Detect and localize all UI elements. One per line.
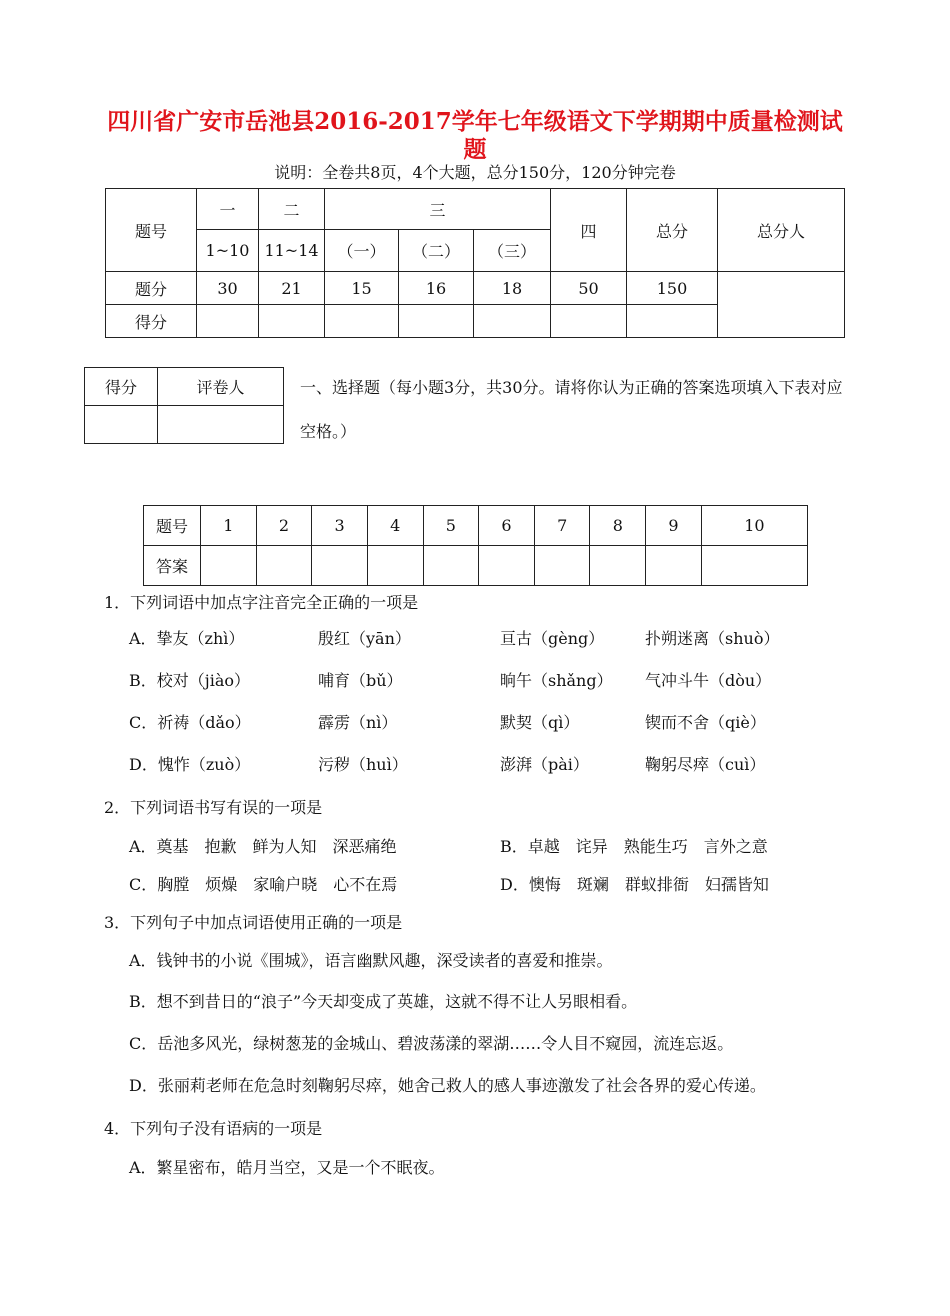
- answer-num: 9: [646, 506, 702, 546]
- grader-score-label: 得分: [85, 368, 158, 406]
- answer-num: 2: [256, 506, 312, 546]
- got-label: 得分: [106, 305, 197, 338]
- sub-cell: （二）: [399, 230, 474, 272]
- answer-blank[interactable]: [701, 546, 807, 586]
- grader-label: 评卷人: [158, 368, 284, 406]
- header-cell: 题号: [106, 189, 197, 272]
- sub-cell: 11~14: [259, 230, 325, 272]
- answer-blank[interactable]: [256, 546, 312, 586]
- scorer-blank[interactable]: [718, 272, 845, 338]
- got-cell[interactable]: [197, 305, 259, 338]
- q1-option-a4: 扑朔迷离（shuò）: [645, 629, 780, 648]
- got-cell[interactable]: [551, 305, 627, 338]
- total-cell: 总分: [627, 189, 718, 272]
- answer-label: 答案: [144, 546, 201, 586]
- q2-option-b: B．卓越 诧异 熟能生巧 言外之意: [500, 837, 768, 856]
- q1-option-d1: D．愧怍（zuò）: [129, 755, 251, 774]
- exam-instructions: 说明：全卷共8页，4个大题，总分150分，120分钟完卷: [274, 163, 676, 182]
- score-table: [105, 188, 845, 338]
- answer-num: 5: [423, 506, 479, 546]
- q1-option-b2: 哺育（bǔ）: [318, 671, 403, 690]
- q1-option-c4: 锲而不舍（qiè）: [645, 713, 766, 732]
- q1-option-b1: B．校对（jiào）: [129, 671, 251, 690]
- question-1-stem: 1．下列词语中加点字注音完全正确的一项是: [104, 593, 419, 612]
- answer-blank[interactable]: [201, 546, 257, 586]
- section-heading: 一、选择题（每小题3分，共30分。请将你认为正确的答案选项填入下表对应空格。）: [300, 378, 843, 441]
- points-cell: 50: [551, 272, 627, 305]
- page-title: 四川省广安市岳池县2016-2017学年七年级语文下学期期中质量检测试题: [107, 108, 843, 163]
- part-cell: 三: [325, 189, 551, 230]
- answer-blank[interactable]: [646, 546, 702, 586]
- points-cell: 18: [474, 272, 551, 305]
- answer-blank[interactable]: [367, 546, 423, 586]
- answer-num: 6: [479, 506, 535, 546]
- answer-blank[interactable]: [590, 546, 646, 586]
- q3-option-b: B．想不到昔日的“浪子”今天却变成了英雄，这就不得不让人另眼相看。: [129, 992, 638, 1011]
- part-cell: 一: [197, 189, 259, 230]
- q1-option-c1: C．祈祷（dǎo）: [129, 713, 251, 732]
- q1-option-b4: 气冲斗牛（dòu）: [645, 671, 772, 690]
- q1-option-a1: A．挚友（zhì）: [129, 629, 245, 648]
- answer-num: 10: [701, 506, 807, 546]
- grader-score-blank[interactable]: [85, 406, 158, 444]
- part-cell: 二: [259, 189, 325, 230]
- got-cell[interactable]: [259, 305, 325, 338]
- q1-option-d2: 污秽（huì）: [318, 755, 408, 774]
- got-cell[interactable]: [474, 305, 551, 338]
- q3-option-c: C．岳池多风光，绿树葱茏的金城山、碧波荡漾的翠湖……令人目不窥园，流连忘返。: [129, 1034, 734, 1053]
- q1-option-d3: 澎湃（pài）: [500, 755, 589, 774]
- points-cell: 16: [399, 272, 474, 305]
- got-cell[interactable]: [399, 305, 474, 338]
- answer-blank[interactable]: [423, 546, 479, 586]
- got-cell[interactable]: [325, 305, 399, 338]
- q2-option-d: D．懊悔 斑斓 群蚁排衙 妇孺皆知: [500, 875, 769, 894]
- q2-option-c: C．胸膛 烦燥 家喻户晓 心不在焉: [129, 875, 398, 894]
- points-cell: 150: [627, 272, 718, 305]
- answer-table: [143, 505, 808, 586]
- grader-table: [84, 367, 284, 444]
- q2-option-a: A．奠基 抱歉 鲜为人知 深恶痛绝: [129, 837, 397, 856]
- q3-option-a: A．钱钟书的小说《围城》，语言幽默风趣，深受读者的喜爱和推崇。: [129, 951, 613, 970]
- q1-option-b3: 晌午（shǎng）: [500, 671, 613, 690]
- answer-num: 3: [312, 506, 368, 546]
- grader-name-blank[interactable]: [158, 406, 284, 444]
- question-4-stem: 4．下列句子没有语病的一项是: [104, 1119, 323, 1138]
- answer-blank[interactable]: [312, 546, 368, 586]
- part-cell: 四: [551, 189, 627, 272]
- question-2-stem: 2．下列词语书写有误的一项是: [104, 798, 323, 817]
- q1-option-c3: 默契（qì）: [500, 713, 580, 732]
- q1-option-a2: 殷红（yān）: [318, 629, 411, 648]
- answer-blank[interactable]: [534, 546, 590, 586]
- answer-num: 8: [590, 506, 646, 546]
- sub-cell: （三）: [474, 230, 551, 272]
- sub-cell: 1~10: [197, 230, 259, 272]
- scorer-cell: 总分人: [718, 189, 845, 272]
- q1-option-c2: 霹雳（nì）: [318, 713, 398, 732]
- points-cell: 21: [259, 272, 325, 305]
- answer-num-label: 题号: [144, 506, 201, 546]
- answer-blank[interactable]: [479, 546, 535, 586]
- q1-option-a3: 亘古（gèng）: [500, 629, 605, 648]
- points-label: 题分: [106, 272, 197, 305]
- points-cell: 30: [197, 272, 259, 305]
- points-cell: 15: [325, 272, 399, 305]
- question-3-stem: 3．下列句子中加点词语使用正确的一项是: [104, 913, 403, 932]
- answer-num: 1: [201, 506, 257, 546]
- q4-option-a: A．繁星密布，皓月当空，又是一个不眠夜。: [129, 1158, 445, 1177]
- got-cell[interactable]: [627, 305, 718, 338]
- sub-cell: （一）: [325, 230, 399, 272]
- answer-num: 7: [534, 506, 590, 546]
- q1-option-d4: 鞠躬尽瘁（cuì）: [645, 755, 766, 774]
- answer-num: 4: [367, 506, 423, 546]
- q3-option-d: D．张丽莉老师在危急时刻鞠躬尽瘁，她舍己救人的感人事迹激发了社会各界的爱心传递。: [129, 1076, 766, 1095]
